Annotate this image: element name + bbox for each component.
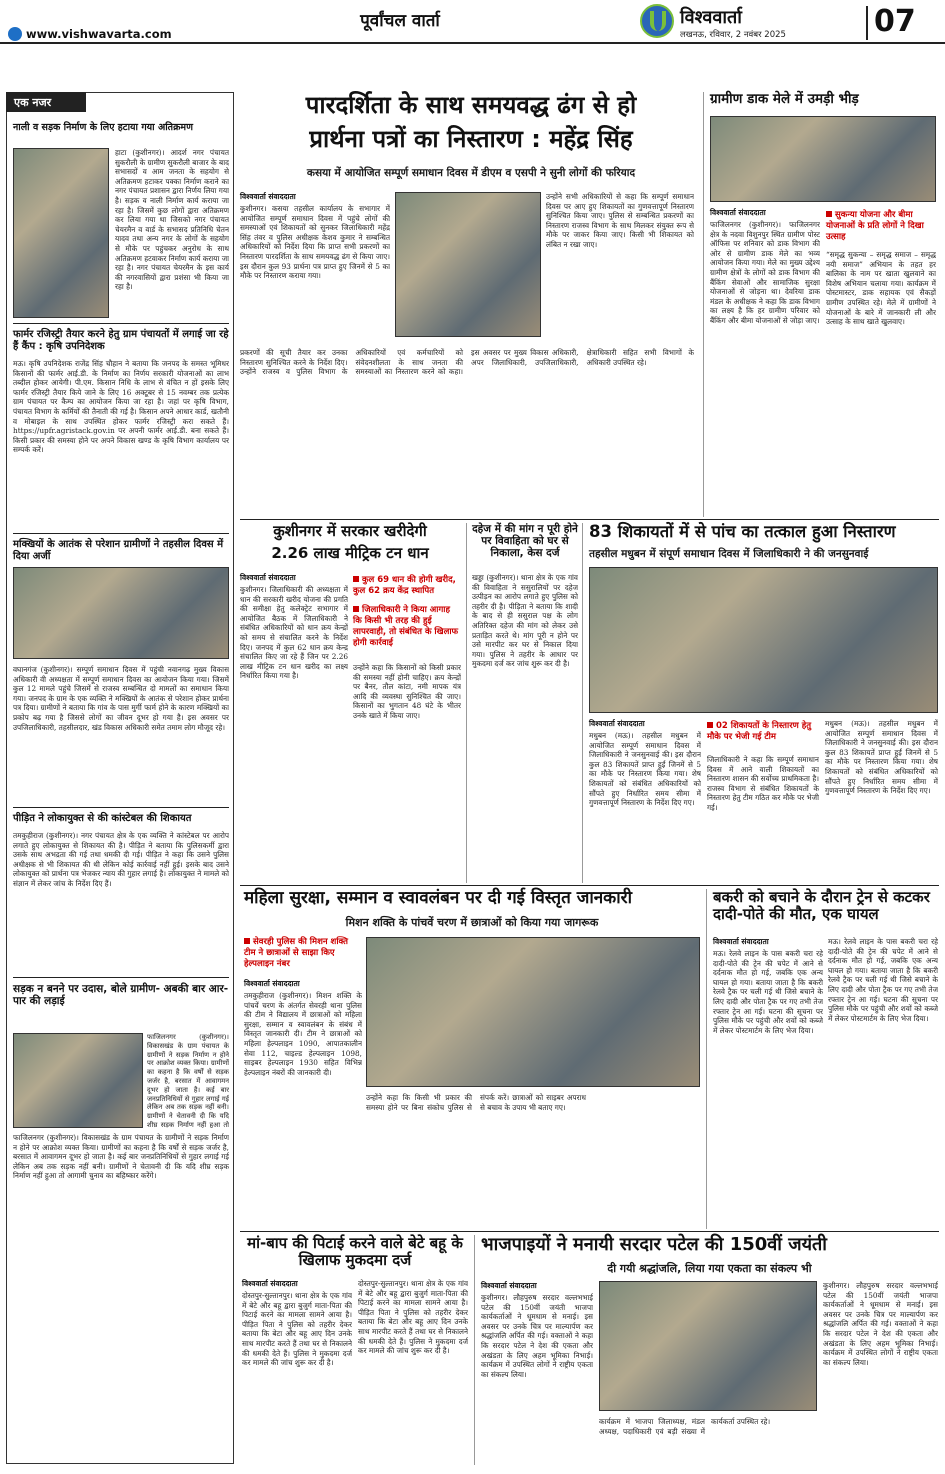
madhuban-photo <box>589 567 938 713</box>
maa-baap-body-2: दोस्तपुर-सुल्तानपुर। थाना क्षेत्र के एक गांव में बेटे और बहू द्वारा बुजुर्ग माता-पिता की पिटाई करने का मामला सामने आया है। पीड़ित पिता ने पुलिस को तहरीर देकर बताया कि बेटा और बहू आए दिन उनके साथ मारपीट करते हैं तथा घर से निकालने की धमकी देते हैं। पुलिस ने मुकदमा दर्ज कर मामले की जांच शुरू कर दी है। <box>358 1279 468 1356</box>
madhuban-callout: 02 शिकायतों के निस्तारण हेतु मौके पर भेजी गई टीम <box>707 721 812 742</box>
dhan-story <box>240 523 462 883</box>
gramin-body: फाजिलनगर (कुशीनगर)। फाजिलनगर क्षेत्र के नदवा विशुनपुर स्थित ग्रामीण पोस्ट ऑफिस पर शनिवार को डाक विभाग की ओर से ग्रामीण डाक मेले का भव्य आयोजन किया गया। मेले का मुख्य उद्देश्य ग्रामीण क्षेत्रों के लोगों को डाक विभाग की बैंकिंग सेवाओं और सामाजिक सुरक्षा योजनाओं से जोड़ना था। देवरिया डाक मंडल के अधीक्षक ने कहा कि डाक विभाग का लक्ष्य है कि हर ग्रामीण परिवार को बैंकिंग और बीमा योजनाओं से जोड़ा जाए। <box>710 220 820 325</box>
lead-subhead: कसया में आयोजित सम्पूर्ण समाधान दिवस में डीएम व एसपी ने सुनी लोगों की फरियाद <box>306 167 636 179</box>
maa-baap-headline: मां-बाप की पिटाई करने वाले बेटे बहू के खिलाफ मुकदमा दर्ज <box>247 1234 463 1270</box>
madhuban-byline: विश्ववार्ता संवाददाता <box>589 719 645 728</box>
a3-photo <box>13 567 229 659</box>
dhan-col-1 <box>240 573 348 875</box>
madhuban-story <box>582 523 939 883</box>
a5-photo <box>13 1033 143 1128</box>
lead-headline-2: प्रार्थना पत्रों का निस्तारण : महेंद्र सिंह <box>309 125 633 153</box>
dhan-headline-2: 2.26 लाख मीट्रिक टन धान <box>271 544 429 562</box>
bakri-body: मऊ। रेलवे लाइन के पास बकरी चरा रहे दादी-पोते की ट्रेन की चपेट में आने से दर्दनाक मौत हो गई, जबकि एक अन्य घायल हो गया। बताया जाता है कि बकरी रेलवे ट्रैक पर चली गई थी जिसे बचाने के लिए दादी और पोता ट्रैक पर गए तभी तेज रफ्तार ट्रेन आ गई। घटना की सूचना पर पुलिस मौके पर पहुंची और शवों को कब्जे में लेकर पोस्टमार्टम के लिए भेज दिया। <box>713 949 823 1035</box>
gramin-photo <box>710 116 936 202</box>
maa-baap-story <box>240 1235 470 1465</box>
bakri-headline: बकरी को बचाने के दौरान ट्रेन से कटकर दादी-पोते की मौत, एक घायल <box>713 888 930 924</box>
a5-body-side: फाजिलनगर (कुशीनगर)। विकासखंड के ग्राम पंचायत के ग्रामीणों ने सड़क निर्माण न होने पर आक्रोश व्यक्त किया। ग्रामीणों का कहना है कि वर्षों से सड़क जर्जर है, बरसात में आवागमन दूभर हो जाता है। कई बार जनप्रतिनिधियों से गुहार लगाई गई लेकिन अब तक सड़क नहीं बनी। ग्रामीणों ने चेतावनी दी कि यदि शीघ्र सड़क निर्माण नहीं हुआ तो <box>147 1033 229 1128</box>
sardar-body: कुशीनगर। लौहपुरुष सरदार वल्लभभाई पटेल की 150वीं जयंती भाजपा कार्यकर्ताओं ने धूमधाम से मनाई। इस अवसर पर उनके चित्र पर माल्यार्पण कर श्रद्धांजलि अर्पित की गई। वक्ताओं ने कहा कि सरदार पटेल ने देश की एकता और अखंडता के लिए अहम भूमिका निभाई। कार्यक्रम में उपस्थित लोगों ने राष्ट्रीय एकता का संकल्प लिया। <box>481 1293 593 1379</box>
dhan-body-2: उन्होंने कहा कि किसानों को किसी प्रकार की समस्या नहीं होनी चाहिए। क्रय केन्द्रों पर बैनर, तौल कांटा, नमी मापक यंत्र आदि की व्यवस्था सुनिश्चित की जाए। किसानों का भुगतान 48 घंटे के भीतर उनके खाते में किया जाए। <box>353 663 461 720</box>
divider <box>866 6 868 40</box>
sardar-subhead: दी गयी श्रद्धांजलि, लिया गया एकता का संकल्प भी <box>607 1262 812 1275</box>
lead-body-bottom: प्रकरणों की सूची तैयार कर उनका निस्तारण सुनिश्चित करने के निर्देश दिए। उन्होंने राजस्व व पुलिस विभाग के अधिकारियों एवं कर्मचारियों को संवेदनशीलता के साथ जनता की समस्याओं का निस्तारण करने को कहा। इस अवसर पर मुख्य विकास अधिकारी, अपर जिलाधिकारी, उपजिलाधिकारी, क्षेत्राधिकारी सहित सभी विभागों के अधिकारी उपस्थित रहे। <box>240 348 694 377</box>
lead-story <box>240 92 698 517</box>
dahej-story <box>466 523 578 883</box>
dhan-headline-1: कुशीनगर में सरकार खरीदेगी <box>273 522 427 540</box>
a4-headline: पीड़ित ने लोकायुक्त से की कांस्टेबल की शिकायत <box>13 813 192 824</box>
gramin-headline: ग्रामीण डाक मेले में उमड़ी भीड़ <box>710 91 859 107</box>
bakri-story <box>706 889 939 1229</box>
sardar-body-2: कार्यक्रम में भाजपा जिलाध्यक्ष, मंडल अध्यक्ष, पदाधिकारी एवं बड़ी संख्या में कार्यकर्ता उपस्थित रहे। <box>599 1417 771 1436</box>
sardar-story <box>474 1235 939 1465</box>
gramin-byline: विश्ववार्ता संवाददाता <box>710 208 766 217</box>
a4-body: तमकुहीराज (कुशीनगर)। नगर पंचायत क्षेत्र के एक व्यक्ति ने कांस्टेबल पर आरोप लगाते हुए लोकायुक्त से शिकायत की है। पीड़ित ने बताया कि पुलिसकर्मी द्वारा उसके साथ अभद्रता की गई तथा धमकी दी गई। पीड़ित ने कहा कि उसने पुलिस अधीक्षक से भी शिकायत की थी लेकिन कोई कार्रवाई नहीं हुई। इसके बाद उसने लोकायुक्त को प्रार्थना पत्र भेजकर न्याय की गुहार लगाई है। लोकायुक्त ने मामले को संज्ञान में लेकर जांच के निर्देश दिए हैं। <box>13 831 229 888</box>
gramin-col-1 <box>710 208 820 510</box>
a2-body: मऊ। कृषि उपनिदेशक राजेंद्र सिंह चौहान ने बताया कि जनपद के समस्त भूमिधर किसानों की फार्मर आई.डी. के निर्माण का निर्णय सरकारी योजनाओं का लाभ तब्दील होकर आयेगी। पी.एम. किसान निधि के लाभ से वंचित न हों इसके लिए फार्मर रजिस्ट्री तैयार किये जाने के लिए 16 अक्टूबर से 15 नवम्बर तक प्रत्येक ग्राम पंचायत पर कैम्प का आयोजन किया जा रहा है। जहां पर कृषि विभाग, पंचायत विभाग के कर्मियों की तैनाती की गई है। किसान अपने आधार कार्ड, खतौनी व मोबाइल के साथ उपस्थित होकर फार्मर रजिस्ट्री करा सकते हैं। https://upfr.agristack.gov.in पर अपनी फार्मर आई.डी. बना सकते हैं। किसी प्रकार की समस्या होने पर अपने विकास खण्ड के कृषि विभाग कार्यालय पर सम्पर्क करें। <box>13 359 229 455</box>
maa-baap-col-1 <box>242 1279 352 1461</box>
sardar-col-1 <box>481 1281 593 1461</box>
madhuban-body: मधुबन (मऊ)। तहसील मधुबन में आयोजित सम्पूर्ण समाधान दिवस में जिलाधिकारी ने जनसुनवाई की। इस दौरान कुल 83 शिकायतें प्राप्त हुईं जिनमें से 5 का मौके पर निस्तारण किया गया। शेष शिकायतों को संबंधित अधिकारियों को सौंपते हुए निर्धारित समय सीमा में गुणवत्तापूर्ण निस्तारण के निर्देश दिए गए। <box>589 731 701 808</box>
lead-col-left <box>240 192 390 344</box>
lead-body-left: कुशीनगर। कसया तहसील कार्यालय के सभागार में आयोजित सम्पूर्ण समाधान दिवस में पहुंचे लोगों की समस्याओं एवं शिकायतों को सुनकर जिलाधिकारी महेंद्र सिंह तंवर व पुलिस अधीक्षक केशव कुमार ने सम्बन्धित अधिकारियों को निर्देश दिया कि प्राप्त सभी प्रकरणों का निस्तारण पारदर्शिता के साथ समयवद्ध ढंग से किया जाए। इस दौरान कुल 93 प्रार्थना पत्र प्राप्त हुए जिनमें से 5 का मौके पर निस्तारण कराया गया। <box>240 204 390 281</box>
ek-najar-column <box>6 92 234 1464</box>
mahila-subhead: मिशन शक्ति के पांचवें चरण में छात्राओं को किया गया जागरूक <box>345 916 599 929</box>
lead-body-mid: उन्होंने सभी अधिकारियों से कहा कि सम्पूर्ण समाधान दिवस पर आए हुए शिकायतों का गुणवत्तापूर्ण निस्तारण सुनिश्चित किया जाए। पुलिस से सम्बन्धित प्रकरणों का निस्तारण राजस्व विभाग के साथ मिलकर संयुक्त रूप से मौके पर जाकर किया जाए। किसी भी शिकायत को लंबित न रखा जाए। <box>546 192 694 249</box>
maa-baap-body: दोस्तपुर-सुल्तानपुर। थाना क्षेत्र के एक गांव में बेटे और बहू द्वारा बुजुर्ग माता-पिता की पिटाई करने का मामला सामने आया है। पीड़ित पिता ने पुलिस को तहरीर देकर बताया कि बेटा और बहू आए दिन उनके साथ मारपीट करते हैं तथा घर से निकालने की धमकी देते हैं। पुलिस ने मुकदमा दर्ज कर मामले की जांच शुरू कर दी है। <box>242 1291 352 1368</box>
a3-headline: मक्खियों के आतंक से परेशान ग्रामीणों ने तहसील दिवस में दिया अर्जी <box>13 539 224 562</box>
a1-photo <box>13 148 109 318</box>
lead-byline: विश्ववार्ता संवाददाता <box>240 192 296 201</box>
gramin-story <box>703 92 939 517</box>
gramin-callout: सुकन्या योजना और बीमा योजनाओं के प्रति लोगों ने दिखा उत्साह <box>826 210 924 242</box>
bakri-col-1 <box>713 937 823 1229</box>
maa-baap-byline: विश्ववार्ता संवाददाता <box>242 1279 298 1288</box>
a5-headline: सड़क न बनने पर उदास, बोले ग्रामीण- अबकी बार आर-पार की लड़ाई <box>13 983 229 1008</box>
brand-logo-icon <box>640 4 674 38</box>
bakri-byline: विश्ववार्ता संवाददाता <box>713 937 769 946</box>
gramin-body-2: “समृद्ध सुकन्या – समृद्ध समाज – समृद्ध नयी समाज” अभियान के तहत हर बालिका के नाम पर खाता खुलवाने का विशेष अभियान चलाया गया। कार्यक्रम में पोस्टमास्टर, डाक सहायक एवं सैकड़ों ग्रामीण उपस्थित रहे। मेले में ग्रामीणों ने योजनाओं के बारे में जानकारी ली और उत्साह के साथ खाते खुलवाए। <box>826 250 936 327</box>
lead-headline-1: पारदर्शिता के साथ समयवद्ध ढंग से हो <box>305 91 637 119</box>
masthead <box>0 0 945 44</box>
dhan-bullet-2: जिलाधिकारी ने किया आगाह कि किसी भी तरह की हुई लापरवाही, तो संबंधित के खिलाफ होगी कार्रवाई <box>353 605 459 648</box>
a2-headline: फार्मर रजिस्ट्री तैयार करने हेतु ग्राम पंचायतों में लगाई जा रहे हैं कैंप : कृषि उपनिदेशक <box>13 329 229 352</box>
globe-icon <box>8 27 22 41</box>
sardar-body-3: कुशीनगर। लौहपुरुष सरदार वल्लभभाई पटेल की 150वीं जयंती भाजपा कार्यकर्ताओं ने धूमधाम से मनाई। इस अवसर पर उनके चित्र पर माल्यार्पण कर श्रद्धांजलि अर्पित की गई। वक्ताओं ने कहा कि सरदार पटेल ने देश की एकता और अखंडता के लिए अहम भूमिका निभाई। कार्यक्रम में उपस्थित लोगों ने राष्ट्रीय एकता का संकल्प लिया। <box>823 1281 938 1367</box>
a1-body: हाटा (कुशीनगर)। आदर्श नगर पंचायत सुकरौली के ग्रामीण सुकरौली बाजार के बाद सभासदों व आम जनता के सहयोग से अतिक्रमण हटाकर पक्का निर्माण कराने का नगर पंचायत प्रशासन द्वारा निर्णय लिया गया है। सड़क व नाली निर्माण कार्य कराया जा रहा है। जिसमें कुछ लोगों द्वारा अतिक्रमण कर लिया गया था जिसको नगर पंचायत चेयरमैन व वार्ड के सभासद प्रतिनिधि चेतन यादव तथा अन्य नगर के लोगों के सहयोग से मौके पर पहुंचकर अनुरोध के साथ अतिक्रमण हटवाकर निर्माण कार्य कराया जा रहा है। नगर पंचायत चेयरमैन के इस कार्य की नगरवासियों द्वारा प्रशंसा भी किया जा रहा है। <box>115 148 229 292</box>
dhan-body: कुशीनगर। जिलाधिकारी की अध्यक्षता में धान की सरकारी खरीद योजना की प्रगति की समीक्षा हेतु कलेक्ट्रेट सभागार में आयोजित बैठक में जिलाधिकारी ने संबंधित अधिकारियों को धान क्रय केन्द्रों को समय से संचालित करने के निर्देश दिए। जनपद में कुल 62 धान क्रय केन्द्र संचालित किए जा रहे हैं जिन पर 2.26 लाख मीट्रिक टन धान खरीद का लक्ष्य निर्धारित किया गया है। <box>240 585 348 681</box>
dhan-bullet-1: कुल 69 धान की होगी खरीद, कुल 62 क्रय केंद्र स्थापित <box>353 575 456 596</box>
bakri-body-2: मऊ। रेलवे लाइन के पास बकरी चरा रहे दादी-पोते की ट्रेन की चपेट में आने से दर्दनाक मौत हो गई, जबकि एक अन्य घायल हो गया। बताया जाता है कि बकरी रेलवे ट्रैक पर चली गई थी जिसे बचाने के लिए दादी और पोता ट्रैक पर गए तभी तेज रफ्तार ट्रेन आ गई। घटना की सूचना पर पुलिस मौके पर पहुंची और शवों को कब्जे में लेकर पोस्टमार्टम के लिए भेज दिया। <box>828 937 938 1023</box>
a3-body: वघानगंज (कुशीनगर)। सम्पूर्ण समाधान दिवस में पहुंची नवानगढ़ मुख्य विकास अधिकारी वी अध्यक्षता में सम्पूर्ण समाधान दिवस का आयोजन किया गया। जिसमें कुल 12 मामले पहुंचे जिसमें से राजस्व सम्बन्धित दो मामलों का समाधान किया गया। जनपद के ग्राम के एक व्यक्ति ने मक्खियों के आतंक से परेशान होकर प्रार्थना पत्र दिया। ग्रामीणों ने बताया कि गांव के पास मुर्गी फार्म होने के कारण मक्खियों का प्रकोप बढ़ गया है जिससे लोगों का जीवन दूभर हो गया है। इस अवसर पर उपजिलाधिकारी, तहसीलदार, खंड विकास अधिकारी समेत तमाम लोग मौजूद रहे। <box>13 665 229 732</box>
mahila-callout: सेवरही पुलिस की मिशन शक्ति टीम ने छात्राओं से साझा किए हेल्पलाइन नंबर <box>244 937 348 969</box>
mahila-headline: महिला सुरक्षा, सम्मान व स्वावलंबन पर दी गई विस्तृत जानकारी <box>244 888 632 908</box>
madhuban-subhead: तहसील मधुबन में संपूर्ण समाधान दिवस में जिलाधिकारी ने की जनसुनवाई <box>589 548 869 560</box>
dahej-headline: दहेज में की मांग न पूरी होने पर विवाहिता को घर से निकाला, केस दर्ज <box>472 523 578 560</box>
mahila-story <box>240 889 702 1229</box>
page-number: 07 <box>874 4 916 39</box>
mahila-body: तमकुहीराज (कुशीनगर)। मिशन शक्ति के पांचवें चरण के अंतर्गत सेवरही थाना पुलिस की टीम ने विद्यालय में छात्राओं को महिला सुरक्षा, सम्मान व स्वावलंबन के संबंध में विस्तृत जानकारी दी। टीम ने छात्राओं को महिला हेल्पलाइन 1090, आपातकालीन सेवा 112, चाइल्ड हेल्पलाइन 1098, साइबर हेल्पलाइन 1930 सहित विभिन्न हेल्पलाइन नंबरों की जानकारी दी। <box>244 991 362 1077</box>
madhuban-headline: 83 शिकायतों में से पांच का तत्काल हुआ निस्तारण <box>589 522 896 541</box>
a1-headline: नाली व सड़क निर्माण के लिए हटाया गया अतिक्रमण <box>13 122 193 133</box>
mahila-photo <box>366 937 700 1087</box>
madhuban-col-1 <box>589 719 701 881</box>
website-url[interactable]: www.vishwavarta.com <box>26 27 172 41</box>
sardar-headline: भाजपाइयों ने मनायी सरदार पटेल की 150वीं जयंती <box>481 1234 827 1255</box>
ek-najar-label: एक नजर <box>6 92 86 112</box>
madhuban-body-2: जिलाधिकारी ने कहा कि सम्पूर्ण समाधान दिवस में आने वाली शिकायतों का निस्तारण शासन की सर्वोच्च प्राथमिकता है। राजस्व विभाग से संबंधित शिकायतों के निस्तारण हेतु टीम गठित कर मौके पर भेजी गई। <box>707 755 819 812</box>
mahila-col-1 <box>244 979 362 1226</box>
sardar-photo <box>599 1281 817 1411</box>
mahila-body-2: उन्होंने कहा कि किसी भी प्रकार की समस्या होने पर बिना संकोच पुलिस से संपर्क करें। छात्राओं को साइबर अपराध से बचाव के उपाय भी बताए गए। <box>366 1093 586 1112</box>
dahej-body: खड्डा (कुशीनगर)। थाना क्षेत्र के एक गांव की विवाहिता ने ससुरालियों पर दहेज उत्पीड़न का आरोप लगाते हुए पुलिस को तहरीर दी है। पीड़िता ने बताया कि शादी के बाद से ही ससुराल पक्ष के लोग अतिरिक्त दहेज की मांग को लेकर उसे प्रताड़ित करते थे। मांग पूरी न होने पर उसे मारपीट कर घर से निकाल दिया गया। पुलिस ने तहरीर के आधार पर मुकदमा दर्ज कर जांच शुरू कर दी है। <box>472 573 578 669</box>
dhan-byline: विश्ववार्ता संवाददाता <box>240 573 296 582</box>
brand-name: विश्ववार्ता <box>680 7 742 28</box>
dateline: लखनऊ, रविवार, 2 नवंबर 2025 <box>680 30 786 40</box>
section-title: पूर्वांचल वार्ता <box>360 11 440 31</box>
madhuban-body-3: मधुबन (मऊ)। तहसील मधुबन में आयोजित सम्पूर्ण समाधान दिवस में जिलाधिकारी ने जनसुनवाई की। इस दौरान कुल 83 शिकायतें प्राप्त हुईं जिनमें से 5 का मौके पर निस्तारण किया गया। शेष शिकायतों को संबंधित अधिकारियों को सौंपते हुए निर्धारित समय सीमा में गुणवत्तापूर्ण निस्तारण के निर्देश दिए गए। <box>825 719 938 796</box>
mahila-byline: विश्ववार्ता संवाददाता <box>244 979 300 988</box>
sardar-byline: विश्ववार्ता संवाददाता <box>481 1281 537 1290</box>
lead-photo <box>395 192 541 337</box>
a5-body: फाजिलनगर (कुशीनगर)। विकासखंड के ग्राम पंचायत के ग्रामीणों ने सड़क निर्माण न होने पर आक्रोश व्यक्त किया। ग्रामीणों का कहना है कि वर्षों से सड़क जर्जर है, बरसात में आवागमन दूभर हो जाता है। कई बार जनप्रतिनिधियों से गुहार लगाई गई लेकिन अब तक सड़क नहीं बनी। ग्रामीणों ने चेतावनी दी कि यदि शीघ्र सड़क निर्माण नहीं हुआ तो आगामी चुनाव का बहिष्कार करेंगे। <box>13 1133 229 1181</box>
